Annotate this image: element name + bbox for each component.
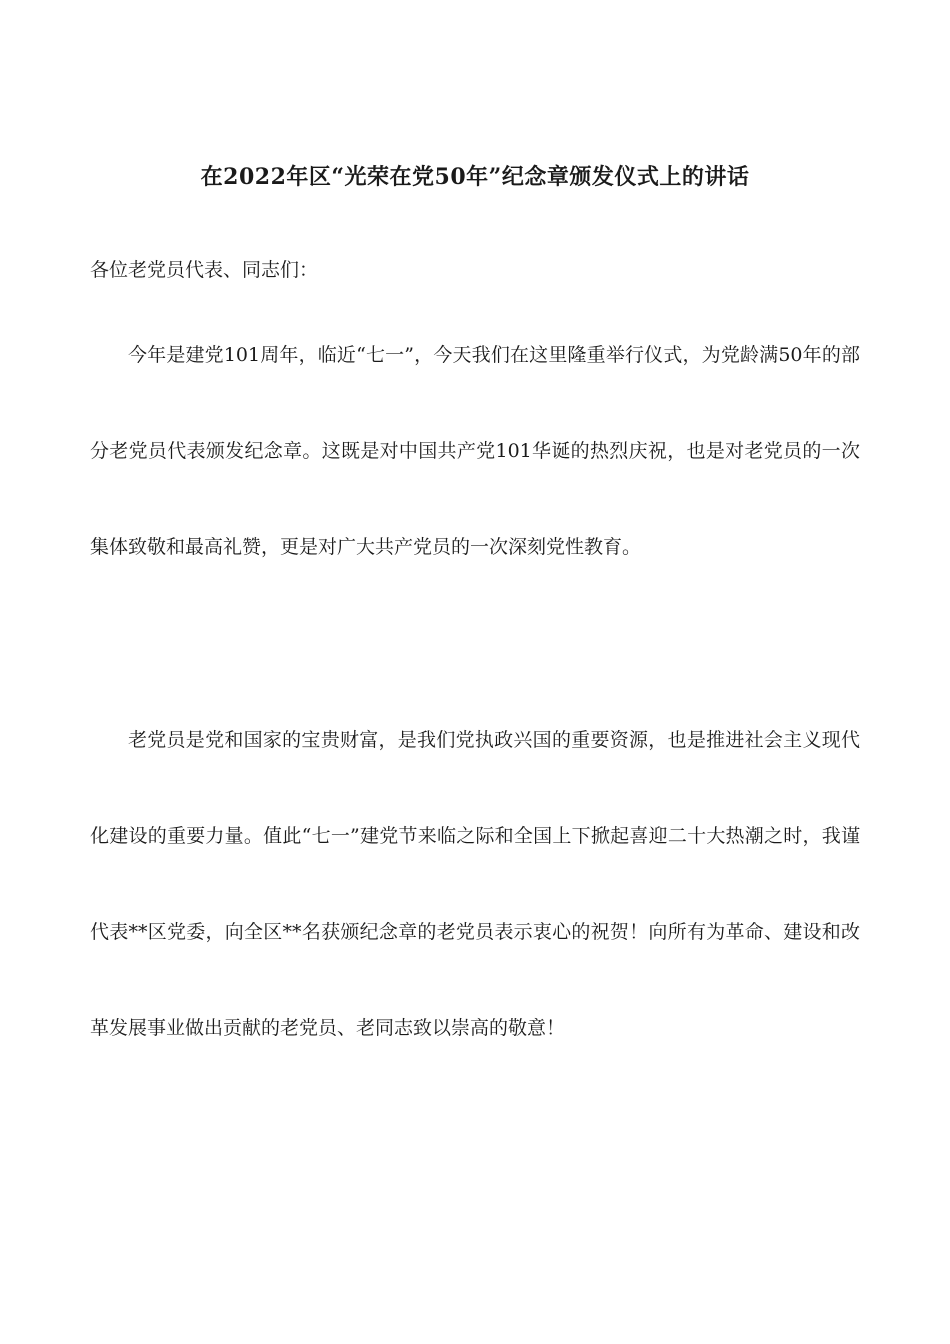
paragraph-2: 老党员是党和国家的宝贵财富，是我们党执政兴国的重要资源，也是推进社会主义现代化建设的重要力量。值此“七一”建党节来临之际和全国上下掀起喜迎二十大热潮之时，我谨代表**区党委，向全区**名获颁纪念章的老党员表示衷心的祝贺！向所有为革命、建设和改革发展事业做出贡献的老党员、老同志致以崇高的敬意！ [90, 729, 860, 1039]
paragraph-1: 今年是建党101周年，临近“七一”，今天我们在这里隆重举行仪式，为党龄满50年的部分老党员代表颁发纪念章。这既是对中国共产党101华诞的热烈庆祝，也是对老党员的一次集体致敬和最高礼赞，更是对广大共产党员的一次深刻党性教育。 [90, 344, 860, 558]
salutation: 各位老党员代表、同志们： [90, 259, 319, 281]
document-title: 在2022年区“光荣在党50年”纪念章颁发仪式上的讲话 [200, 164, 750, 190]
